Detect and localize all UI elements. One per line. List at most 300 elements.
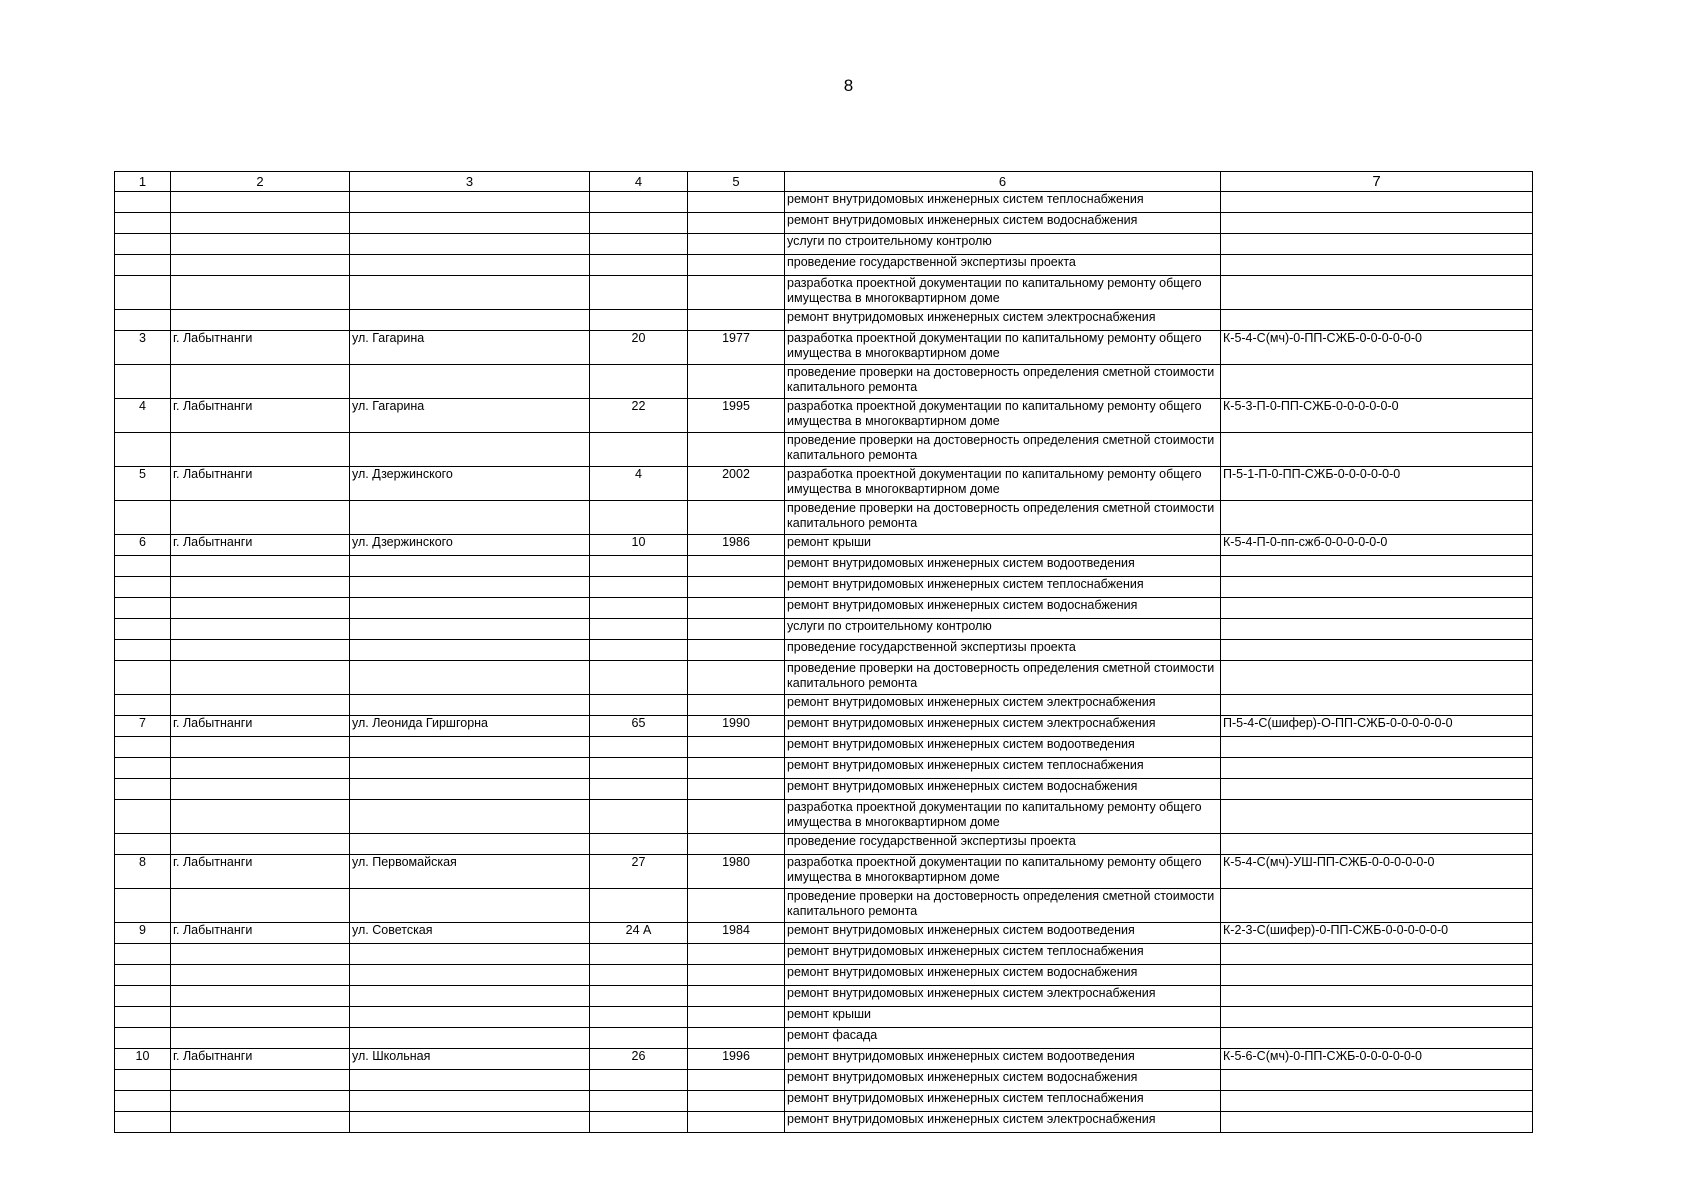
- cell-house-number: [590, 276, 688, 310]
- cell-street: [350, 1070, 590, 1091]
- cell-work-type: ремонт внутридомовых инженерных систем водоотведения: [785, 556, 1221, 577]
- cell-city: [171, 661, 350, 695]
- cell-row-number: [115, 1007, 171, 1028]
- cell-build-year: [688, 834, 785, 855]
- cell-street: ул. Дзержинского: [350, 535, 590, 556]
- cell-building-code: К-5-4-С(мч)-УШ-ПП-СЖБ-0-0-0-0-0-0: [1221, 855, 1533, 889]
- cell-build-year: [688, 986, 785, 1007]
- cell-house-number: [590, 213, 688, 234]
- cell-work-type: ремонт внутридомовых инженерных систем водоснабжения: [785, 965, 1221, 986]
- cell-house-number: [590, 1112, 688, 1133]
- cell-row-number: [115, 779, 171, 800]
- cell-row-number: [115, 192, 171, 213]
- cell-row-number: [115, 800, 171, 834]
- cell-work-type: разработка проектной документации по капитальному ремонту общего имущества в многоквартирном доме: [785, 855, 1221, 889]
- cell-work-type: ремонт внутридомовых инженерных систем водоотведения: [785, 1049, 1221, 1070]
- column-header-1: 1: [115, 172, 171, 192]
- cell-street: [350, 800, 590, 834]
- cell-house-number: [590, 1028, 688, 1049]
- cell-house-number: [590, 986, 688, 1007]
- cell-building-code: [1221, 310, 1533, 331]
- cell-work-type: услуги по строительному контролю: [785, 619, 1221, 640]
- table-row: [115, 556, 1533, 577]
- cell-building-code: [1221, 619, 1533, 640]
- page-number: 8: [843, 76, 854, 95]
- cell-street: [350, 365, 590, 399]
- cell-house-number: [590, 758, 688, 779]
- cell-build-year: [688, 234, 785, 255]
- cell-house-number: [590, 889, 688, 923]
- cell-building-code: [1221, 834, 1533, 855]
- cell-row-number: [115, 276, 171, 310]
- cell-build-year: [688, 213, 785, 234]
- cell-row-number: 3: [115, 331, 171, 365]
- cell-city: [171, 800, 350, 834]
- cell-build-year: [688, 556, 785, 577]
- table-row: [115, 758, 1533, 779]
- cell-row-number: [115, 310, 171, 331]
- cell-row-number: [115, 619, 171, 640]
- cell-house-number: [590, 834, 688, 855]
- cell-city: [171, 779, 350, 800]
- cell-street: [350, 310, 590, 331]
- table-row: [115, 1091, 1533, 1112]
- cell-building-code: [1221, 365, 1533, 399]
- cell-building-code: К-5-6-С(мч)-0-ПП-СЖБ-0-0-0-0-0-0: [1221, 1049, 1533, 1070]
- cell-build-year: 1995: [688, 399, 785, 433]
- cell-building-code: [1221, 1070, 1533, 1091]
- cell-street: ул. Школьная: [350, 1049, 590, 1070]
- cell-build-year: [688, 965, 785, 986]
- cell-work-type: ремонт внутридомовых инженерных систем электроснабжения: [785, 310, 1221, 331]
- cell-street: ул. Советская: [350, 923, 590, 944]
- table-row: [115, 213, 1533, 234]
- cell-house-number: 22: [590, 399, 688, 433]
- cell-build-year: [688, 944, 785, 965]
- cell-work-type: ремонт внутридомовых инженерных систем электроснабжения: [785, 1112, 1221, 1133]
- cell-city: [171, 1091, 350, 1112]
- cell-build-year: [688, 1070, 785, 1091]
- cell-street: ул. Первомайская: [350, 855, 590, 889]
- table-row: [115, 1112, 1533, 1133]
- cell-row-number: [115, 365, 171, 399]
- cell-house-number: [590, 577, 688, 598]
- cell-building-code: П-5-1-П-0-ПП-СЖБ-0-0-0-0-0-0: [1221, 467, 1533, 501]
- cell-build-year: [688, 1007, 785, 1028]
- cell-work-type: проведение проверки на достоверность определения сметной стоимости капитального ремонта: [785, 501, 1221, 535]
- cell-work-type: ремонт внутридомовых инженерных систем водоотведения: [785, 923, 1221, 944]
- column-header-2: 2: [171, 172, 350, 192]
- cell-building-code: [1221, 640, 1533, 661]
- table-row: [115, 965, 1533, 986]
- cell-building-code: [1221, 556, 1533, 577]
- cell-house-number: [590, 1007, 688, 1028]
- cell-house-number: [590, 800, 688, 834]
- cell-row-number: [115, 1112, 171, 1133]
- cell-build-year: [688, 276, 785, 310]
- cell-building-code: [1221, 213, 1533, 234]
- cell-row-number: 6: [115, 535, 171, 556]
- cell-street: [350, 213, 590, 234]
- table-row: [115, 1028, 1533, 1049]
- table-row: [115, 234, 1533, 255]
- cell-row-number: [115, 758, 171, 779]
- cell-building-code: [1221, 779, 1533, 800]
- cell-house-number: 27: [590, 855, 688, 889]
- cell-build-year: 1984: [688, 923, 785, 944]
- cell-work-type: ремонт внутридомовых инженерных систем водоснабжения: [785, 1070, 1221, 1091]
- cell-building-code: [1221, 276, 1533, 310]
- cell-city: [171, 501, 350, 535]
- cell-house-number: [590, 598, 688, 619]
- cell-house-number: [590, 1070, 688, 1091]
- table-row: [115, 501, 1533, 535]
- cell-build-year: [688, 779, 785, 800]
- cell-build-year: [688, 737, 785, 758]
- cell-city: [171, 640, 350, 661]
- cell-building-code: [1221, 433, 1533, 467]
- cell-street: ул. Гагарина: [350, 399, 590, 433]
- cell-street: [350, 661, 590, 695]
- cell-building-code: [1221, 737, 1533, 758]
- cell-build-year: 1990: [688, 716, 785, 737]
- table-header: [115, 172, 1533, 192]
- cell-row-number: 10: [115, 1049, 171, 1070]
- cell-row-number: [115, 213, 171, 234]
- cell-row-number: [115, 640, 171, 661]
- cell-building-code: [1221, 598, 1533, 619]
- column-header-5: 5: [688, 172, 785, 192]
- cell-row-number: [115, 889, 171, 923]
- cell-street: [350, 986, 590, 1007]
- cell-row-number: [115, 737, 171, 758]
- table-row: [115, 255, 1533, 276]
- cell-city: [171, 255, 350, 276]
- cell-work-type: проведение проверки на достоверность определения сметной стоимости капитального ремонта: [785, 661, 1221, 695]
- table-row: [115, 598, 1533, 619]
- cell-house-number: [590, 619, 688, 640]
- cell-build-year: [688, 1091, 785, 1112]
- cell-street: [350, 1112, 590, 1133]
- cell-house-number: [590, 695, 688, 716]
- cell-city: [171, 619, 350, 640]
- cell-work-type: разработка проектной документации по капитальному ремонту общего имущества в многоквартирном доме: [785, 800, 1221, 834]
- cell-street: ул. Леонида Гиршгорна: [350, 716, 590, 737]
- cell-build-year: [688, 310, 785, 331]
- cell-work-type: проведение проверки на достоверность определения сметной стоимости капитального ремонта: [785, 365, 1221, 399]
- cell-work-type: ремонт крыши: [785, 1007, 1221, 1028]
- cell-city: [171, 834, 350, 855]
- cell-street: [350, 619, 590, 640]
- cell-house-number: [590, 433, 688, 467]
- cell-city: [171, 737, 350, 758]
- cell-city: [171, 1028, 350, 1049]
- cell-row-number: 9: [115, 923, 171, 944]
- cell-city: [171, 234, 350, 255]
- cell-street: [350, 834, 590, 855]
- table-row: [115, 399, 1533, 433]
- cell-house-number: 65: [590, 716, 688, 737]
- table-row: [115, 1070, 1533, 1091]
- cell-building-code: [1221, 661, 1533, 695]
- cell-build-year: [688, 1112, 785, 1133]
- cell-city: [171, 986, 350, 1007]
- cell-work-type: ремонт внутридомовых инженерных систем водоснабжения: [785, 598, 1221, 619]
- cell-build-year: [688, 255, 785, 276]
- cell-building-code: [1221, 501, 1533, 535]
- cell-build-year: 1996: [688, 1049, 785, 1070]
- cell-street: ул. Дзержинского: [350, 467, 590, 501]
- table-row: [115, 779, 1533, 800]
- cell-city: г. Лабытнанги: [171, 467, 350, 501]
- cell-city: [171, 310, 350, 331]
- column-header-7: 7: [1221, 172, 1533, 192]
- cell-house-number: [590, 192, 688, 213]
- cell-city: г. Лабытнанги: [171, 399, 350, 433]
- table-row: [115, 800, 1533, 834]
- table-row: [115, 365, 1533, 399]
- cell-row-number: [115, 598, 171, 619]
- cell-building-code: К-5-4-С(мч)-0-ПП-СЖБ-0-0-0-0-0-0: [1221, 331, 1533, 365]
- cell-build-year: [688, 889, 785, 923]
- cell-house-number: [590, 234, 688, 255]
- cell-work-type: ремонт внутридомовых инженерных систем электроснабжения: [785, 695, 1221, 716]
- cell-work-type: проведение государственной экспертизы проекта: [785, 255, 1221, 276]
- cell-work-type: разработка проектной документации по капитальному ремонту общего имущества в многоквартирном доме: [785, 331, 1221, 365]
- cell-build-year: [688, 501, 785, 535]
- cell-build-year: [688, 800, 785, 834]
- cell-house-number: [590, 779, 688, 800]
- cell-street: [350, 965, 590, 986]
- cell-row-number: 7: [115, 716, 171, 737]
- cell-row-number: [115, 556, 171, 577]
- cell-building-code: [1221, 758, 1533, 779]
- cell-city: [171, 556, 350, 577]
- cell-house-number: 26: [590, 1049, 688, 1070]
- table-row: [115, 192, 1533, 213]
- cell-building-code: [1221, 1028, 1533, 1049]
- table-row: [115, 737, 1533, 758]
- cell-street: [350, 1007, 590, 1028]
- cell-building-code: П-5-4-С(шифер)-О-ПП-СЖБ-0-0-0-0-0-0: [1221, 716, 1533, 737]
- capital-repair-table: [114, 171, 1533, 1133]
- cell-street: [350, 737, 590, 758]
- table-row: [115, 695, 1533, 716]
- cell-house-number: 20: [590, 331, 688, 365]
- cell-row-number: [115, 1070, 171, 1091]
- cell-city: г. Лабытнанги: [171, 331, 350, 365]
- cell-street: [350, 598, 590, 619]
- cell-work-type: ремонт внутридомовых инженерных систем теплоснабжения: [785, 192, 1221, 213]
- table-row: [115, 1007, 1533, 1028]
- table-row: [115, 433, 1533, 467]
- cell-build-year: [688, 192, 785, 213]
- table-row: [115, 535, 1533, 556]
- cell-build-year: [688, 640, 785, 661]
- cell-work-type: ремонт внутридомовых инженерных систем теплоснабжения: [785, 758, 1221, 779]
- cell-building-code: [1221, 192, 1533, 213]
- cell-city: [171, 577, 350, 598]
- cell-city: [171, 1112, 350, 1133]
- table-body: [115, 192, 1533, 1133]
- cell-street: [350, 255, 590, 276]
- cell-work-type: ремонт внутридомовых инженерных систем водоотведения: [785, 737, 1221, 758]
- cell-city: [171, 944, 350, 965]
- cell-building-code: [1221, 1007, 1533, 1028]
- cell-street: [350, 556, 590, 577]
- cell-row-number: 8: [115, 855, 171, 889]
- cell-building-code: [1221, 965, 1533, 986]
- cell-row-number: [115, 1091, 171, 1112]
- cell-city: [171, 965, 350, 986]
- cell-street: [350, 889, 590, 923]
- cell-row-number: [115, 834, 171, 855]
- cell-city: [171, 365, 350, 399]
- cell-work-type: ремонт внутридомовых инженерных систем электроснабжения: [785, 716, 1221, 737]
- cell-building-code: [1221, 255, 1533, 276]
- table-row: [115, 1049, 1533, 1070]
- cell-build-year: 1986: [688, 535, 785, 556]
- cell-row-number: [115, 986, 171, 1007]
- column-header-6: 6: [785, 172, 1221, 192]
- table-row: [115, 619, 1533, 640]
- cell-city: [171, 598, 350, 619]
- cell-street: [350, 944, 590, 965]
- cell-city: [171, 1070, 350, 1091]
- cell-city: г. Лабытнанги: [171, 716, 350, 737]
- cell-city: г. Лабытнанги: [171, 535, 350, 556]
- cell-city: [171, 1007, 350, 1028]
- cell-build-year: 1977: [688, 331, 785, 365]
- cell-row-number: [115, 695, 171, 716]
- cell-house-number: [590, 310, 688, 331]
- table-row: [115, 986, 1533, 1007]
- cell-building-code: К-2-3-С(шифер)-0-ПП-СЖБ-0-0-0-0-0-0: [1221, 923, 1533, 944]
- cell-row-number: [115, 255, 171, 276]
- table-row: [115, 331, 1533, 365]
- cell-city: [171, 192, 350, 213]
- cell-building-code: [1221, 577, 1533, 598]
- cell-building-code: [1221, 800, 1533, 834]
- cell-build-year: [688, 758, 785, 779]
- cell-street: [350, 192, 590, 213]
- cell-street: [350, 433, 590, 467]
- cell-street: [350, 501, 590, 535]
- cell-work-type: ремонт крыши: [785, 535, 1221, 556]
- cell-row-number: [115, 501, 171, 535]
- header-row: [115, 172, 1533, 192]
- cell-build-year: [688, 1028, 785, 1049]
- cell-work-type: ремонт внутридомовых инженерных систем водоснабжения: [785, 213, 1221, 234]
- table-row: [115, 855, 1533, 889]
- table-row: [115, 467, 1533, 501]
- cell-row-number: 4: [115, 399, 171, 433]
- cell-row-number: [115, 965, 171, 986]
- cell-street: [350, 758, 590, 779]
- table-row: [115, 889, 1533, 923]
- cell-city: [171, 695, 350, 716]
- cell-row-number: [115, 661, 171, 695]
- cell-street: [350, 234, 590, 255]
- cell-city: г. Лабытнанги: [171, 855, 350, 889]
- column-header-4: 4: [590, 172, 688, 192]
- cell-row-number: [115, 944, 171, 965]
- cell-work-type: проведение проверки на достоверность определения сметной стоимости капитального ремонта: [785, 433, 1221, 467]
- table-row: [115, 276, 1533, 310]
- cell-build-year: [688, 433, 785, 467]
- cell-building-code: [1221, 1112, 1533, 1133]
- cell-work-type: ремонт внутридомовых инженерных систем теплоснабжения: [785, 1091, 1221, 1112]
- cell-house-number: [590, 737, 688, 758]
- cell-work-type: проведение государственной экспертизы проекта: [785, 834, 1221, 855]
- cell-build-year: [688, 365, 785, 399]
- cell-city: [171, 889, 350, 923]
- cell-city: [171, 276, 350, 310]
- cell-building-code: К-5-4-П-0-пп-сжб-0-0-0-0-0-0: [1221, 535, 1533, 556]
- cell-street: [350, 1028, 590, 1049]
- cell-city: [171, 758, 350, 779]
- table-row: [115, 944, 1533, 965]
- table-row: [115, 716, 1533, 737]
- cell-work-type: услуги по строительному контролю: [785, 234, 1221, 255]
- cell-row-number: [115, 234, 171, 255]
- column-header-3: 3: [350, 172, 590, 192]
- table-row: [115, 661, 1533, 695]
- cell-street: ул. Гагарина: [350, 331, 590, 365]
- cell-house-number: [590, 965, 688, 986]
- cell-building-code: [1221, 1091, 1533, 1112]
- cell-street: [350, 640, 590, 661]
- cell-row-number: [115, 1028, 171, 1049]
- cell-work-type: разработка проектной документации по капитальному ремонту общего имущества в многоквартирном доме: [785, 276, 1221, 310]
- cell-street: [350, 276, 590, 310]
- cell-house-number: [590, 661, 688, 695]
- cell-work-type: ремонт внутридомовых инженерных систем водоснабжения: [785, 779, 1221, 800]
- cell-building-code: [1221, 986, 1533, 1007]
- cell-house-number: [590, 944, 688, 965]
- cell-building-code: [1221, 234, 1533, 255]
- cell-street: [350, 695, 590, 716]
- cell-building-code: [1221, 695, 1533, 716]
- cell-street: [350, 779, 590, 800]
- cell-street: [350, 1091, 590, 1112]
- cell-house-number: 24 А: [590, 923, 688, 944]
- cell-city: г. Лабытнанги: [171, 923, 350, 944]
- cell-building-code: К-5-3-П-0-ПП-СЖБ-0-0-0-0-0-0: [1221, 399, 1533, 433]
- cell-row-number: [115, 433, 171, 467]
- cell-build-year: [688, 695, 785, 716]
- cell-building-code: [1221, 889, 1533, 923]
- cell-work-type: ремонт внутридомовых инженерных систем теплоснабжения: [785, 944, 1221, 965]
- cell-build-year: 1980: [688, 855, 785, 889]
- cell-build-year: [688, 577, 785, 598]
- cell-city: [171, 433, 350, 467]
- table-row: [115, 923, 1533, 944]
- cell-city: [171, 213, 350, 234]
- cell-city: г. Лабытнанги: [171, 1049, 350, 1070]
- cell-work-type: ремонт внутридомовых инженерных систем теплоснабжения: [785, 577, 1221, 598]
- cell-work-type: разработка проектной документации по капитальному ремонту общего имущества в многоквартирном доме: [785, 399, 1221, 433]
- cell-row-number: [115, 577, 171, 598]
- cell-work-type: разработка проектной документации по капитальному ремонту общего имущества в многоквартирном доме: [785, 467, 1221, 501]
- table-row: [115, 577, 1533, 598]
- cell-house-number: [590, 255, 688, 276]
- table-row: [115, 640, 1533, 661]
- cell-house-number: [590, 501, 688, 535]
- cell-build-year: [688, 619, 785, 640]
- cell-house-number: [590, 365, 688, 399]
- cell-house-number: [590, 556, 688, 577]
